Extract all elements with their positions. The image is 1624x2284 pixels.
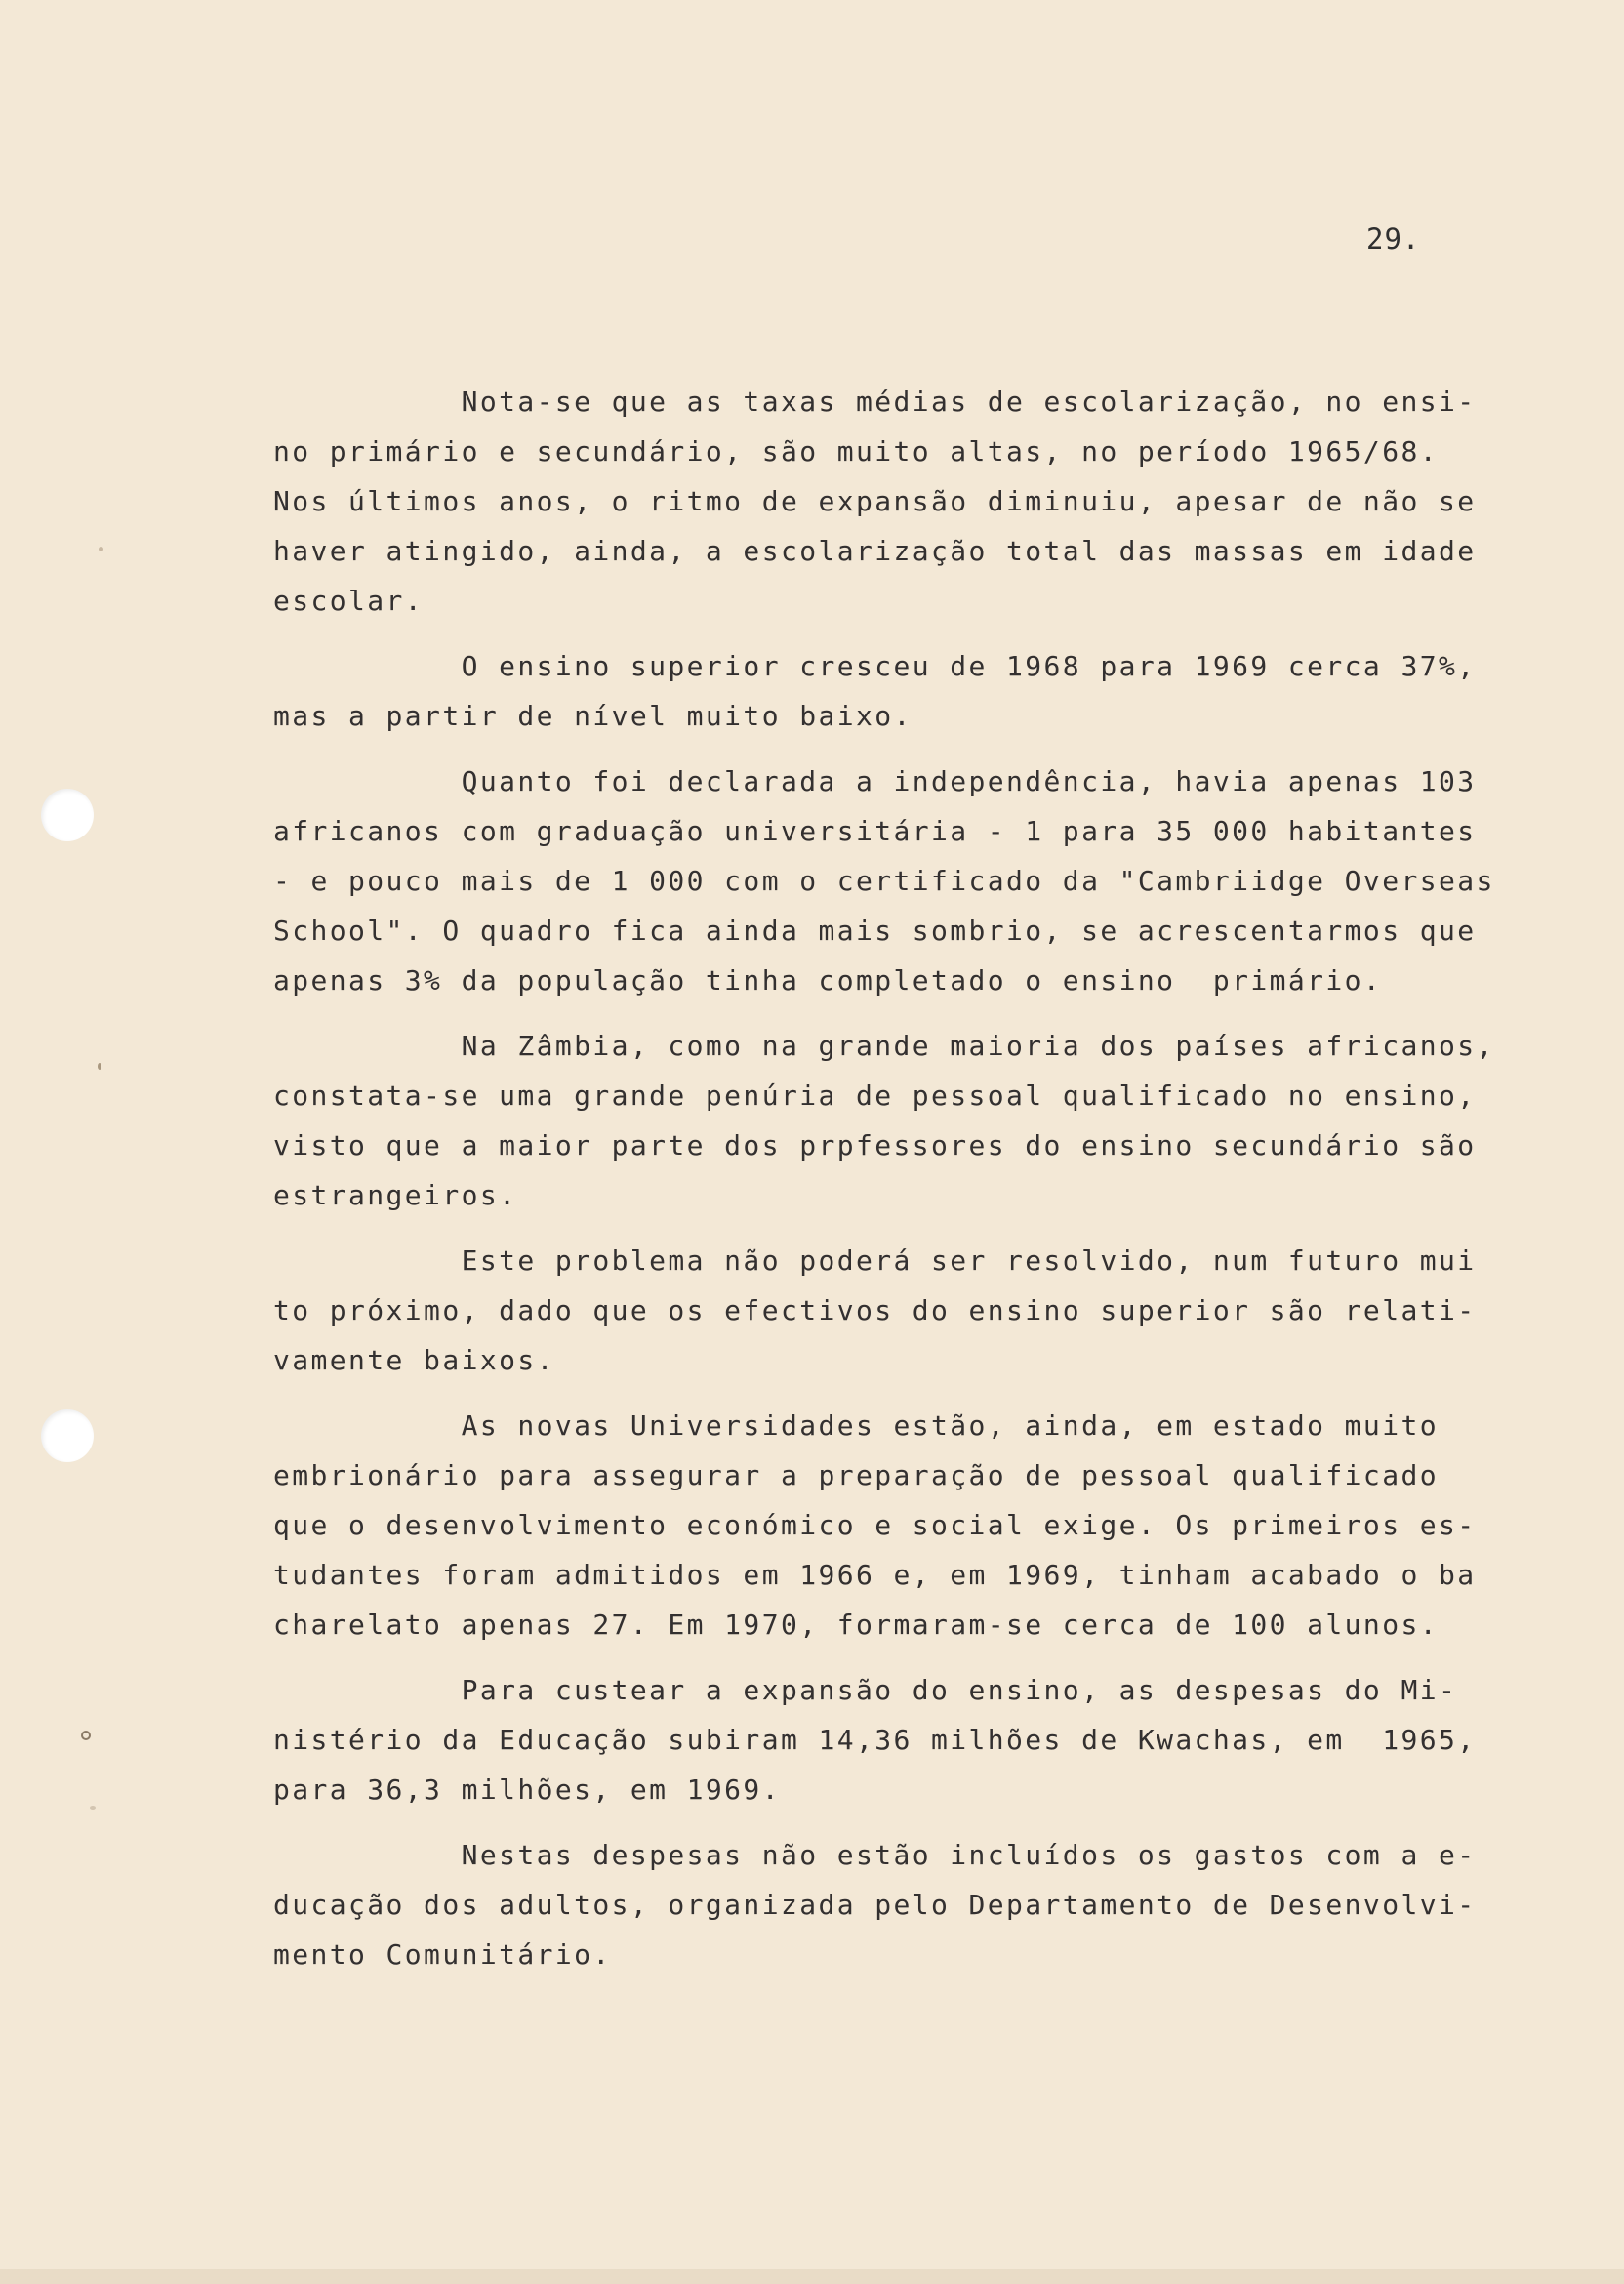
text-line: Para custear a expansão do ensino, as despesas do Mi- [273, 1674, 1458, 1706]
paper-speck [98, 1063, 102, 1070]
paragraph [273, 756, 1542, 1005]
paragraph [273, 1021, 1542, 1220]
text-line: para 36,3 milhões, em 1969. [273, 1774, 781, 1806]
text-line: vamente baixos. [273, 1344, 555, 1376]
text-line: haver atingido, ainda, a escolarização total das massas em idade [273, 535, 1477, 567]
text-line: no primário e secundário, são muito altas, no período 1965/68. [273, 435, 1439, 468]
paragraph [273, 377, 1542, 626]
paper-speck [99, 547, 103, 551]
text-line: Nos últimos anos, o ritmo de expansão diminuiu, apesar de não se [273, 485, 1477, 517]
text-line: School". O quadro fica ainda mais sombrio, se acrescentarmos que [273, 915, 1477, 947]
text-line: tudantes foram admitidos em 1966 e, em 1969, tinham acabado o ba [273, 1559, 1477, 1591]
text-line: visto que a maior parte dos prpfessores do ensino secundário são [273, 1129, 1477, 1162]
text-line: to próximo, dado que os efectivos do ensino superior são relati- [273, 1294, 1477, 1326]
text-line: Na Zâmbia, como na grande maioria dos países africanos, [273, 1030, 1495, 1062]
text-line: apenas 3% da população tinha completado o ensino primário. [273, 964, 1383, 997]
body-text [273, 377, 1542, 1979]
punch-hole [41, 789, 94, 841]
paper-speck [90, 1806, 96, 1810]
text-line: Nestas despesas não estão incluídos os gastos com a e- [273, 1839, 1477, 1871]
text-line: O ensino superior cresceu de 1968 para 1969 cerca 37%, [273, 650, 1477, 682]
page-number: 29. [1366, 223, 1421, 256]
text-line: charelato apenas 27. Em 1970, formaram-se cerca de 100 alunos. [273, 1609, 1439, 1641]
paragraph [273, 1830, 1542, 1979]
paragraph [273, 1401, 1542, 1650]
text-line: africanos com graduação universitária - 1 para 35 000 habitantes [273, 815, 1477, 847]
text-line: ducação dos adultos, organizada pelo Departamento de Desenvolvi- [273, 1889, 1477, 1921]
text-line: que o desenvolvimento económico e social exige. Os primeiros es- [273, 1509, 1477, 1541]
text-line: Este problema não poderá ser resolvido, num futuro mui [273, 1244, 1477, 1277]
text-line: escolar. [273, 585, 425, 617]
text-line: Nota-se que as taxas médias de escolarização, no ensi- [273, 386, 1477, 418]
text-line: As novas Universidades estão, ainda, em estado muito [273, 1409, 1439, 1442]
text-line: - e pouco mais de 1 000 com o certificado da "Cambriidge Overseas [273, 865, 1495, 897]
text-line: Quanto foi declarada a independência, havia apenas 103 [273, 765, 1477, 797]
binder-ring-mark [81, 1731, 91, 1740]
punch-hole [41, 1409, 94, 1462]
page-bottom-edge [0, 2269, 1624, 2284]
paragraph [273, 641, 1542, 741]
text-line: mento Comunitário. [273, 1938, 612, 1971]
text-line: nistério da Educação subiram 14,36 milhões de Kwachas, em 1965, [273, 1724, 1477, 1756]
paragraph [273, 1236, 1542, 1385]
text-line: embrionário para assegurar a preparação de pessoal qualificado [273, 1459, 1439, 1491]
text-line: constata-se uma grande penúria de pessoal qualificado no ensino, [273, 1080, 1477, 1112]
paragraph [273, 1665, 1542, 1815]
text-line: estrangeiros. [273, 1179, 518, 1211]
text-line: mas a partir de nível muito baixo. [273, 700, 913, 732]
